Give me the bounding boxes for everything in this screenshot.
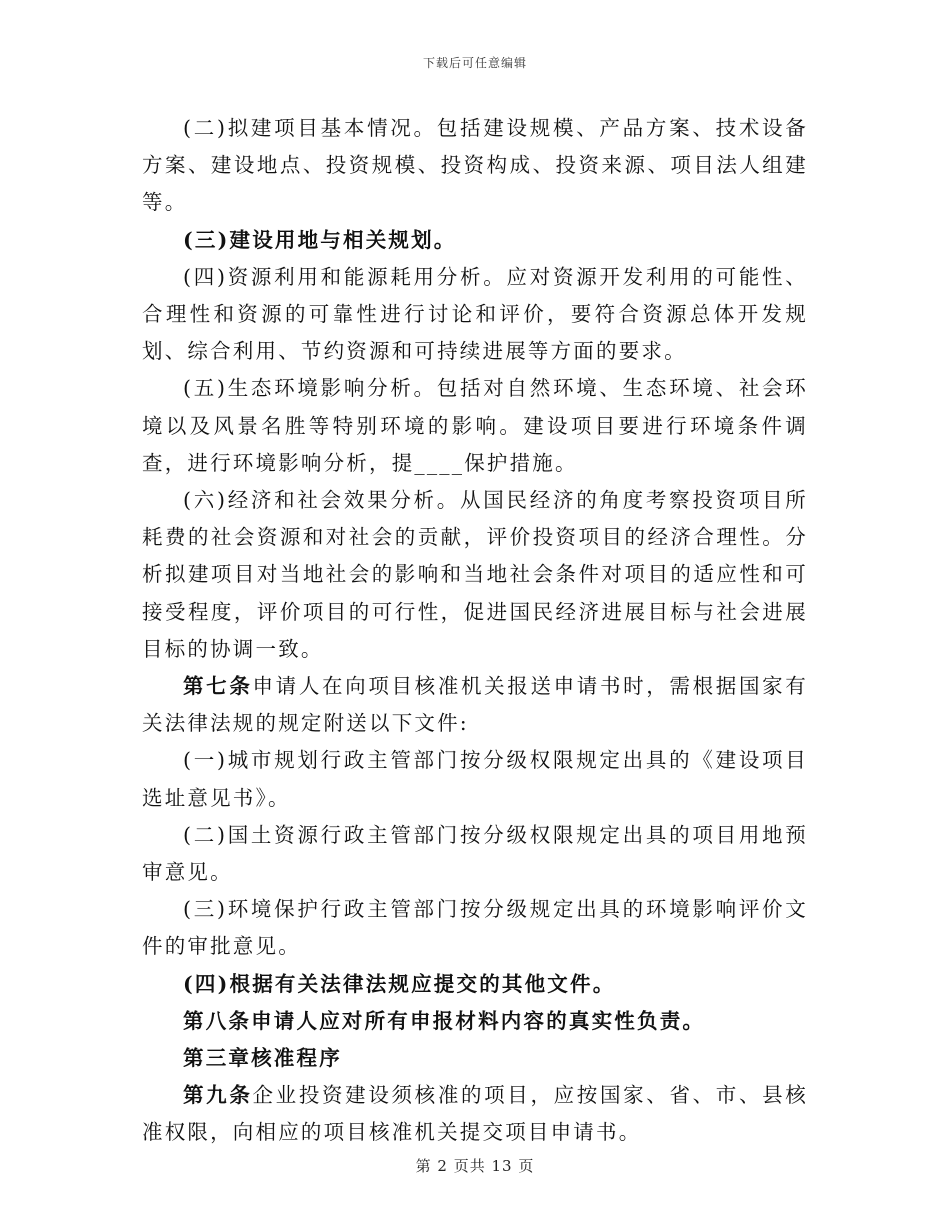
- paragraph-text: (二)拟建项目基本情况。包括建设规模、产品方案、技术设备方案、建设地点、投资规模、投资构成、投资来源、项目法人组建等。: [142, 116, 808, 215]
- paragraph-site-selection: [142, 742, 808, 816]
- page-header: 下载后可任意编辑: [422, 56, 527, 70]
- paragraph-text: (六)经济和社会效果分析。从国民经济的角度考察投资项目所耗费的社会资源和对社会的贡献，评价投资项目的经济合理性。分析拟建项目对当地社会的影响和当地社会条件对项目的适应性和可接受程度，评价项目的可行性，促进国民经济进展目标与社会进展目标的协调一致。: [142, 488, 808, 661]
- paragraph-land-pre-review: [142, 817, 808, 891]
- chapter-heading: [142, 1040, 808, 1077]
- article-number: 第七条: [183, 674, 253, 699]
- paragraph-text: (一)城市规划行政主管部门按分级权限规定出具的《建设项目选址意见书》。: [142, 748, 808, 810]
- paragraph-article-9: [142, 1077, 808, 1151]
- paragraph-text: (四)资源利用和能源耗用分析。应对资源开发利用的可能性、合理性和资源的可靠性进行讨论和评价，要符合资源总体开发规划、综合利用、节约资源和可持续进展等方面的要求。: [142, 264, 808, 364]
- paragraph-article-7: [142, 668, 808, 742]
- paragraph-ecology-analysis: [142, 370, 808, 482]
- paragraph-economic-analysis: [142, 482, 808, 668]
- paragraph-article-8: [142, 1003, 808, 1040]
- document-body: [142, 110, 808, 1152]
- paragraph-text: 企业投资建设须核准的项目，应按国家、省、市、县核准权限，向相应的项目核准机关提交项目申请书。: [142, 1083, 808, 1145]
- paragraph-resource-analysis: [142, 259, 808, 371]
- paragraph-text: (三)建设用地与相关规划。: [183, 227, 457, 252]
- paragraph-text: (三)环境保护行政主管部门按分级规定出具的环境影响评价文件的审批意见。: [142, 897, 808, 959]
- paragraph-text: (四)根据有关法律法规应提交的其他文件。: [183, 971, 616, 996]
- paragraph-text: 第三章核准程序: [183, 1046, 342, 1071]
- paragraph-land-planning: [142, 222, 808, 259]
- paragraph-text: (五)生态环境影响分析。包括对自然环境、生态环境、社会环境以及风景名胜等特别环境的影响。建设项目要进行环境条件调查，进行环境影响分析，提____保护措施。: [142, 376, 808, 475]
- article-number: 第九条: [183, 1083, 253, 1108]
- paragraph-other-documents: [142, 966, 808, 1003]
- paragraph-project-basic-info: [142, 110, 808, 222]
- page-footer: 第 2 页共 13 页: [415, 1157, 535, 1175]
- paragraph-text: (二)国土资源行政主管部门按分级权限规定出具的项目用地预审意见。: [142, 822, 808, 885]
- paragraph-environment-approval: [142, 891, 808, 965]
- paragraph-text: 申请人在向项目核准机关报送申请书时，需根据国家有关法律法规的规定附送以下文件:: [142, 674, 808, 736]
- paragraph-text: 第八条申请人应对所有申报材料内容的真实性负责。: [183, 1008, 706, 1033]
